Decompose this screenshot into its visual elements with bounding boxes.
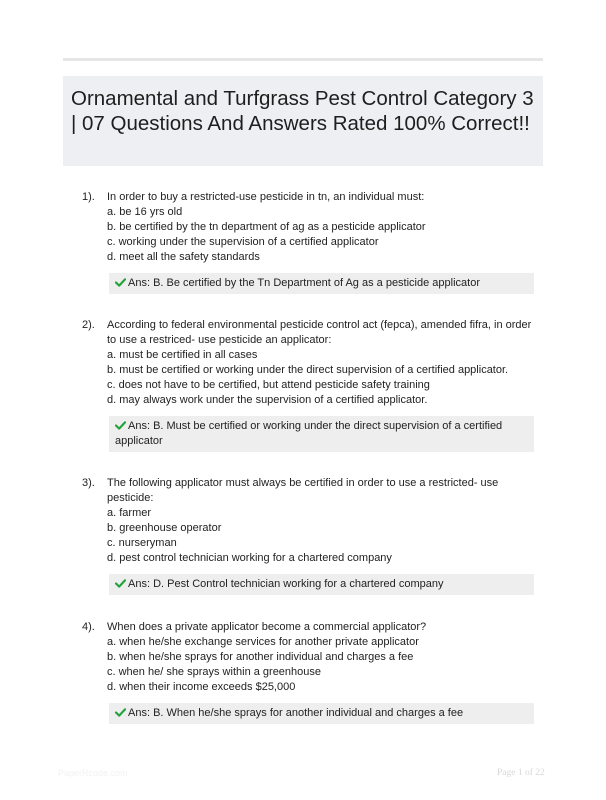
question-body	[107, 620, 542, 695]
answer-box	[109, 416, 534, 452]
question-3	[82, 476, 542, 595]
option-c: c. when he/ she sprays within a greenhouse	[107, 666, 322, 678]
title-box	[63, 76, 543, 166]
option-d: d. meet all the safety standards	[107, 251, 260, 263]
option-c: c. working under the supervision of a certified applicator	[107, 236, 379, 248]
page-title: Ornamental and Turfgrass Pest Control Category 3 | 07 Questions And Answers Rated 100% Correct!!	[71, 87, 534, 135]
check-icon	[115, 278, 126, 287]
option-a: a. farmer	[107, 507, 152, 519]
top-divider	[63, 58, 543, 61]
option-b: b. must be certified or working under the direct supervision of a certified applicator.	[107, 364, 509, 376]
question-body	[107, 318, 542, 408]
check-icon	[115, 579, 126, 588]
question-text: The following applicator must always be certified in order to use a restricted- use pesticide:	[107, 477, 499, 504]
question-number: 3).	[82, 477, 95, 489]
question-number: 2).	[82, 319, 95, 331]
option-b: b. greenhouse operator	[107, 522, 222, 534]
question-body	[107, 476, 542, 566]
answer-text: Ans: D. Pest Control technician working for a chartered company	[128, 578, 444, 590]
answer-text: Ans: B. Must be certified or working under the direct supervision of a certified applicator	[115, 420, 503, 447]
answer-text: Ans: B. When he/she sprays for another individual and charges a fee	[128, 707, 464, 719]
option-a: a. be 16 yrs old	[107, 206, 183, 218]
question-2	[82, 318, 542, 452]
answer-box	[109, 273, 534, 294]
option-b: b. when he/she sprays for another individual and charges a fee	[107, 651, 414, 663]
option-d: d. pest control technician working for a chartered company	[107, 552, 392, 564]
footer-watermark: PaperRcode.com	[58, 768, 128, 778]
option-d: d. may always work under the supervision of a certified applicator.	[107, 394, 428, 406]
page-number: Page 1 of 22	[497, 768, 545, 778]
answer-text: Ans: B. Be certified by the Tn Department of Ag as a pesticide applicator	[128, 277, 480, 289]
question-number: 1).	[82, 191, 95, 203]
option-a: a. must be certified in all cases	[107, 349, 258, 361]
option-d: d. when their income exceeds $25,000	[107, 681, 296, 693]
option-c: c. does not have to be certified, but attend pesticide safety training	[107, 379, 430, 391]
answer-box	[109, 703, 534, 724]
question-1	[82, 190, 542, 294]
option-a: a. when he/she exchange services for another private applicator	[107, 636, 419, 648]
question-text: In order to buy a restricted-use pesticide in tn, an individual must:	[107, 191, 425, 203]
check-icon	[115, 708, 126, 717]
question-4	[82, 620, 542, 724]
check-icon	[115, 421, 126, 430]
question-text: According to federal environmental pesticide control act (fepca), amended fifra, in order to use a restriced- use pesticide an applicator:	[107, 319, 532, 346]
question-body	[107, 190, 542, 265]
option-b: b. be certified by the tn department of ag as a pesticide applicator	[107, 221, 426, 233]
question-number: 4).	[82, 621, 95, 633]
option-c: c. nurseryman	[107, 537, 177, 549]
question-text: When does a private applicator become a commercial applicator?	[107, 621, 427, 633]
answer-box	[109, 574, 534, 595]
